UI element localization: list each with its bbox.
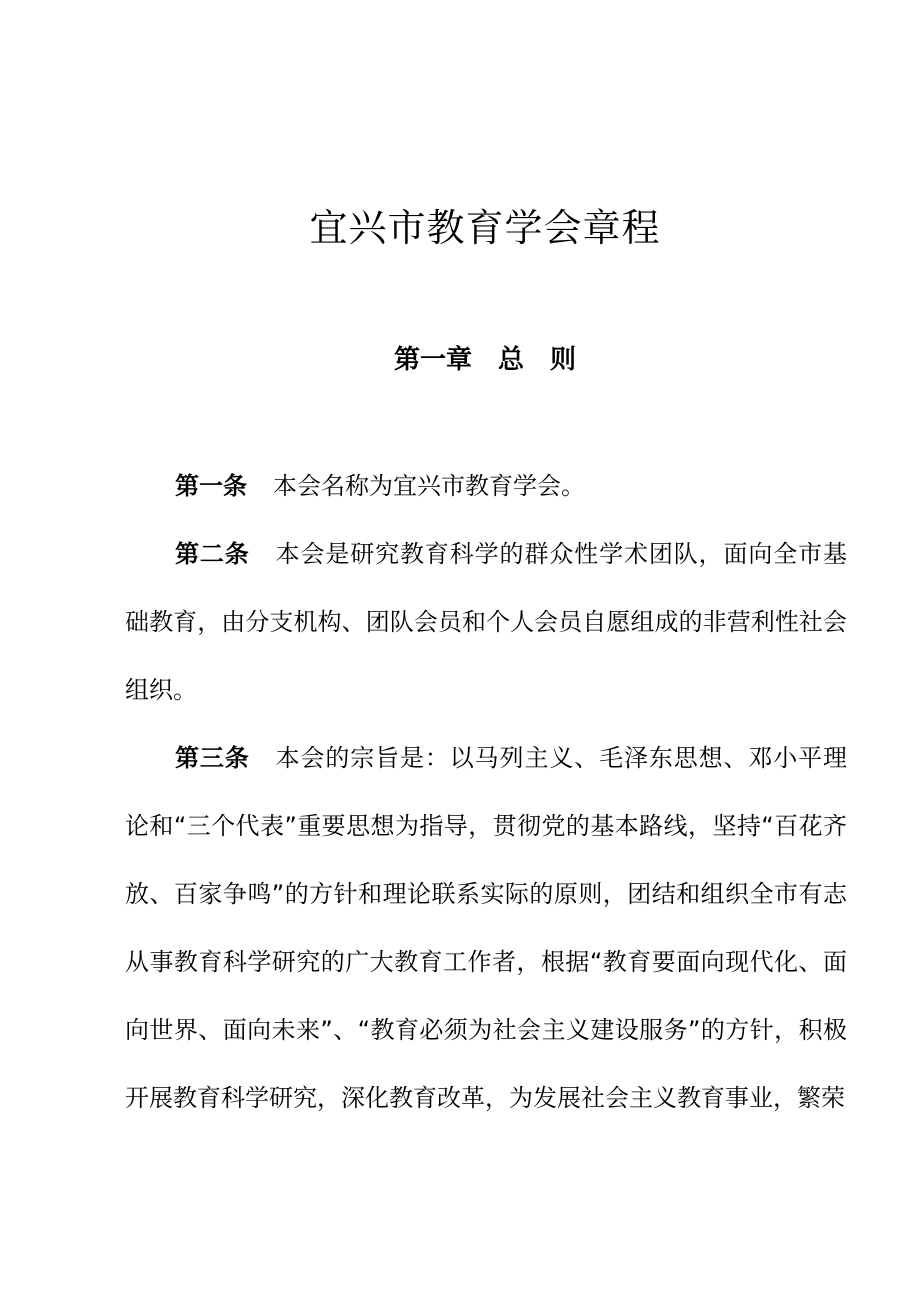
article-3-label: 第三条	[175, 744, 250, 772]
article-1	[125, 452, 847, 520]
article-3	[125, 724, 847, 1132]
article-2	[125, 520, 847, 724]
document-title: 宜兴市教育学会章程	[309, 206, 661, 250]
article-2-text: 本会是研究教育科学的群众性学术团队，面向全市基础教育，由分支机构、团队会员和个人会员自愿组成的非营利性社会组织。	[125, 540, 847, 704]
article-1-label: 第一条	[175, 472, 247, 500]
chapter-heading: 第一章 总 则	[393, 345, 576, 375]
article-3-text: 本会的宗旨是：以马列主义、毛泽东思想、邓小平理论和“三个代表”重要思想为指导，贯彻党的基本路线，坚持“百花齐放、百家争鸣”的方针和理论联系实际的原则，团结和组织全市有志从事教育科学研究的广大教育工作者，根据“教育要面向现代化、面向世界、面向未来”、“教育必须为社会主义建设服务”的方针，积极开展教育科学研究，深化教育改革，为发展社会主义教育事业，繁荣	[125, 744, 847, 1112]
article-1-text: 本会名称为宜兴市教育学会。	[273, 472, 585, 500]
article-2-label: 第二条	[175, 540, 250, 568]
